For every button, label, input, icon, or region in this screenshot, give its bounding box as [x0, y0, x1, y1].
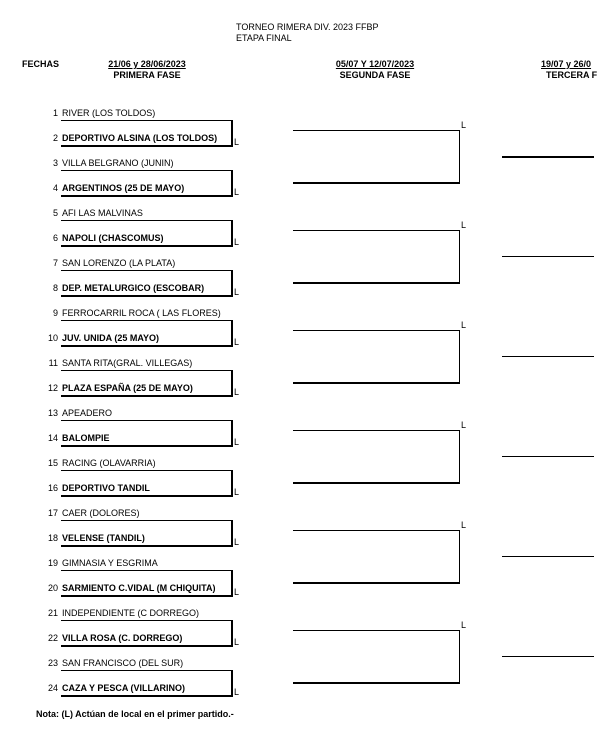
phase2-slot-line	[293, 130, 460, 131]
local-marker: L	[461, 320, 467, 330]
team-line	[61, 370, 233, 371]
team-number: 5	[52, 208, 58, 218]
team-line	[61, 620, 233, 621]
team-name: GIMNASIA Y ESGRIMA	[62, 558, 158, 568]
team-name: INDEPENDIENTE (C DORREGO)	[62, 608, 200, 618]
team-number: 4	[52, 183, 58, 193]
phase3-slot-line	[502, 356, 594, 357]
team-line	[61, 470, 233, 471]
phase2-slot-line	[293, 482, 460, 484]
team-line	[61, 395, 233, 397]
team-line	[61, 695, 233, 697]
team-number: 18	[47, 533, 58, 543]
team-number: 20	[47, 583, 58, 593]
phase2-slot-line	[293, 430, 460, 431]
phase2-slot-line	[293, 282, 460, 284]
phase3-slot-line	[502, 556, 594, 557]
phase3-dates: 19/07 y 26/0	[541, 59, 592, 69]
match-connector	[231, 270, 233, 297]
match-connector	[231, 170, 233, 197]
team-name: SAN FRANCISCO (DEL SUR)	[62, 658, 184, 668]
team-number: 3	[52, 158, 58, 168]
phase1-dates: 21/06 y 28/06/2023	[108, 59, 186, 69]
team-number: 16	[47, 483, 58, 493]
team-line	[61, 495, 233, 497]
local-marker: L	[234, 637, 240, 647]
match-connector	[231, 370, 233, 397]
phase2-connector	[459, 130, 460, 184]
team-number: 15	[47, 458, 58, 468]
local-marker: L	[234, 387, 240, 397]
team-name: SANTA RITA(GRAL. VILLEGAS)	[62, 358, 193, 368]
team-name: APEADERO	[62, 408, 113, 418]
phase2-slot-line	[293, 182, 460, 184]
match-connector	[231, 520, 233, 547]
team-number: 13	[47, 408, 58, 418]
team-name: FERROCARRIL ROCA ( LAS FLORES)	[62, 308, 221, 318]
local-marker: L	[461, 220, 467, 230]
team-number: 9	[52, 308, 58, 318]
phase3-slot-line	[502, 156, 594, 158]
team-line	[61, 545, 233, 547]
team-line	[61, 445, 233, 447]
local-marker: L	[234, 437, 240, 447]
team-line	[61, 420, 233, 421]
team-name: PLAZA ESPAÑA (25 DE MAYO)	[62, 383, 193, 393]
phase2-connector	[459, 230, 460, 284]
team-name: SAN LORENZO (LA PLATA)	[62, 258, 176, 268]
local-marker: L	[234, 537, 240, 547]
team-name: CAER (DOLORES)	[62, 508, 140, 518]
match-connector	[231, 220, 233, 247]
local-marker: L	[234, 487, 240, 497]
phase2-slot-line	[293, 682, 460, 684]
team-line	[61, 195, 233, 197]
team-name: RIVER (LOS TOLDOS)	[62, 108, 156, 118]
local-marker: L	[234, 687, 240, 697]
team-name: VILLA ROSA (C. DORREGO)	[62, 633, 183, 643]
match-connector	[231, 620, 233, 647]
phase1-name: PRIMERA FASE	[113, 70, 181, 80]
team-number: 23	[47, 658, 58, 668]
match-connector	[231, 470, 233, 497]
team-number: 19	[47, 558, 58, 568]
team-number: 22	[47, 633, 58, 643]
local-marker: L	[234, 187, 240, 197]
match-connector	[231, 420, 233, 447]
phase2-name: SEGUNDA FASE	[339, 70, 411, 80]
team-line	[61, 245, 233, 247]
team-number: 12	[47, 383, 58, 393]
team-name: VILLA BELGRANO (JUNIN)	[62, 158, 174, 168]
local-marker: L	[461, 120, 467, 130]
team-name: DEPORTIVO TANDIL	[62, 483, 150, 493]
phase2-connector	[459, 530, 460, 584]
team-line	[61, 645, 233, 647]
phase2-slot-line	[293, 630, 460, 631]
local-marker: L	[234, 287, 240, 297]
phase3-slot-line	[502, 256, 594, 257]
team-line	[61, 270, 233, 271]
team-number: 6	[52, 233, 58, 243]
phase2-slot-line	[293, 582, 460, 584]
phase2-slot-line	[293, 530, 460, 531]
footnote: Nota: (L) Actúan de local en el primer partido.-	[36, 709, 234, 719]
team-number: 21	[47, 608, 58, 618]
local-marker: L	[461, 520, 467, 530]
phase2-slot-line	[293, 330, 460, 331]
team-line	[61, 670, 233, 671]
team-name: JUV. UNIDA (25 MAYO)	[62, 333, 160, 343]
team-line	[61, 570, 233, 571]
tournament-subtitle: ETAPA FINAL	[236, 33, 292, 43]
match-connector	[231, 570, 233, 597]
team-number: 14	[47, 433, 58, 443]
team-name: CAZA Y PESCA (VILLARINO)	[62, 683, 186, 693]
phase2-dates: 05/07 Y 12/07/2023	[335, 59, 415, 69]
fechas-label: FECHAS	[22, 59, 60, 69]
team-number: 8	[52, 283, 58, 293]
phase2-connector	[459, 330, 460, 384]
team-line	[61, 345, 233, 347]
team-line	[61, 520, 233, 521]
phase2-connector	[459, 630, 460, 684]
phase3-slot-line	[502, 656, 594, 657]
team-line	[61, 145, 233, 147]
team-number: 17	[47, 508, 58, 518]
team-name: SARMIENTO C.VIDAL (M CHIQUITA)	[62, 583, 216, 593]
team-line	[61, 120, 233, 121]
tournament-title: TORNEO RIMERA DIV. 2023 FFBP	[236, 22, 379, 32]
team-name: DEP. METALURGICO (ESCOBAR)	[62, 283, 205, 293]
local-marker: L	[234, 237, 240, 247]
local-marker: L	[234, 137, 240, 147]
team-number: 2	[52, 133, 58, 143]
team-number: 1	[52, 108, 58, 118]
team-line	[61, 595, 233, 597]
team-number: 24	[47, 683, 58, 693]
team-name: NAPOLI (CHASCOMUS)	[62, 233, 164, 243]
team-line	[61, 220, 233, 221]
match-connector	[231, 120, 233, 147]
team-name: AFI LAS MALVINAS	[62, 208, 143, 218]
local-marker: L	[234, 587, 240, 597]
team-name: VELENSE (TANDIL)	[62, 533, 145, 543]
local-marker: L	[461, 420, 467, 430]
local-marker: L	[461, 620, 467, 630]
team-line	[61, 295, 233, 297]
team-name: DEPORTIVO ALSINA (LOS TOLDOS)	[62, 133, 218, 143]
team-number: 7	[52, 258, 58, 268]
team-line	[61, 320, 233, 321]
local-marker: L	[234, 337, 240, 347]
team-name: BALOMPIE	[62, 433, 110, 443]
phase3-slot-line	[502, 456, 594, 457]
phase2-slot-line	[293, 230, 460, 231]
match-connector	[231, 320, 233, 347]
match-connector	[231, 670, 233, 697]
phase2-slot-line	[293, 382, 460, 384]
team-number: 10	[47, 333, 58, 343]
phase2-connector	[459, 430, 460, 484]
team-number: 11	[48, 358, 58, 368]
team-name: RACING (OLAVARRIA)	[62, 458, 156, 468]
team-line	[61, 170, 233, 171]
phase3-name: TERCERA F	[546, 70, 598, 80]
team-name: ARGENTINOS (25 DE MAYO)	[62, 183, 185, 193]
